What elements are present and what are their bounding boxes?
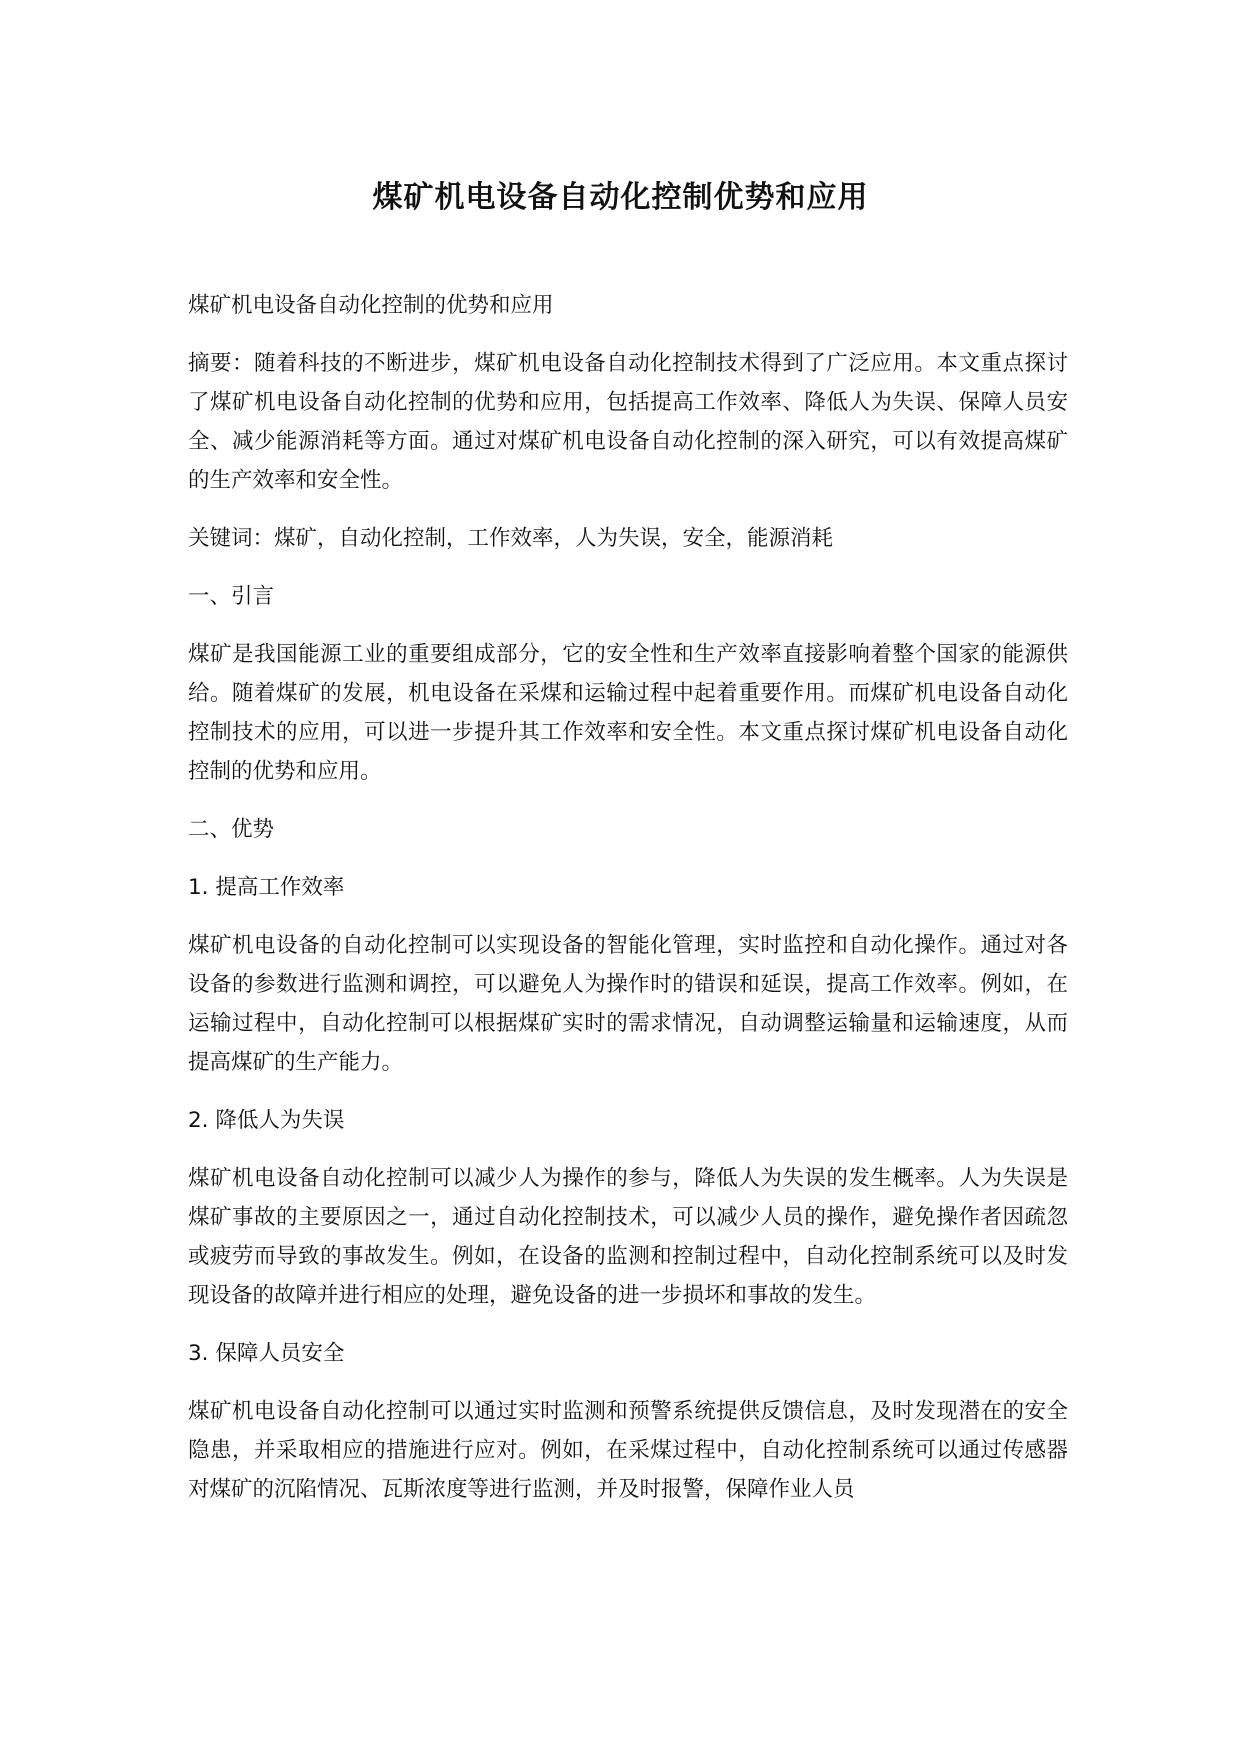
section-heading-advantages: 二、优势 xyxy=(188,817,275,842)
advantage-2-paragraph: 煤矿机电设备自动化控制可以减少人为操作的参与，降低人为失误的发生概率。人为失误是煤矿事故的主要原因之一，通过自动化控制技术，可以减少人员的操作，避免操作者因疏忽或疲劳而导致的事故发生。例如，在设备的监测和控制过程中，自动化控制系统可以及时发现设备的故障并进行相应的处理，避免设备的进一步损坏和事故的发生。 xyxy=(188,1166,1068,1308)
document-subtitle: 煤矿机电设备自动化控制的优势和应用 xyxy=(188,293,554,318)
section-heading-introduction: 一、引言 xyxy=(188,584,275,609)
advantage-3-heading: 3. 保障人员安全 xyxy=(188,1341,345,1366)
advantage-2-heading: 2. 降低人为失误 xyxy=(188,1108,345,1133)
document-title: 煤矿机电设备自动化控制优势和应用 xyxy=(372,180,869,215)
advantage-1-paragraph: 煤矿机电设备的自动化控制可以实现设备的智能化管理，实时监控和自动化操作。通过对各设备的参数进行监测和调控，可以避免人为操作时的错误和延误，提高工作效率。例如，在运输过程中，自动化控制可以根据煤矿实时的需求情况，自动调整运输量和运输速度，从而提高煤矿的生产能力。 xyxy=(188,933,1068,1075)
advantage-3-paragraph: 煤矿机电设备自动化控制可以通过实时监测和预警系统提供反馈信息，及时发现潜在的安全隐患，并采取相应的措施进行应对。例如，在采煤过程中，自动化控制系统可以通过传感器对煤矿的沉陷情况、瓦斯浓度等进行监测，并及时报警，保障作业人员 xyxy=(188,1399,1068,1502)
abstract-paragraph: 摘要：随着科技的不断进步，煤矿机电设备自动化控制技术得到了广泛应用。本文重点探讨了煤矿机电设备自动化控制的优势和应用，包括提高工作效率、降低人为失误、保障人员安全、减少能源消耗等方面。通过对煤矿机电设备自动化控制的深入研究，可以有效提高煤矿的生产效率和安全性。 xyxy=(188,351,1068,493)
document-body xyxy=(188,286,1068,1528)
advantage-1-heading: 1. 提高工作效率 xyxy=(188,875,345,900)
introduction-paragraph: 煤矿是我国能源工业的重要组成部分，它的安全性和生产效率直接影响着整个国家的能源供给。随着煤矿的发展，机电设备在采煤和运输过程中起着重要作用。而煤矿机电设备自动化控制技术的应用，可以进一步提升其工作效率和安全性。本文重点探讨煤矿机电设备自动化控制的优势和应用。 xyxy=(188,642,1068,784)
keywords-paragraph: 关键词：煤矿，自动化控制，工作效率，人为失误，安全，能源消耗 xyxy=(188,526,834,551)
